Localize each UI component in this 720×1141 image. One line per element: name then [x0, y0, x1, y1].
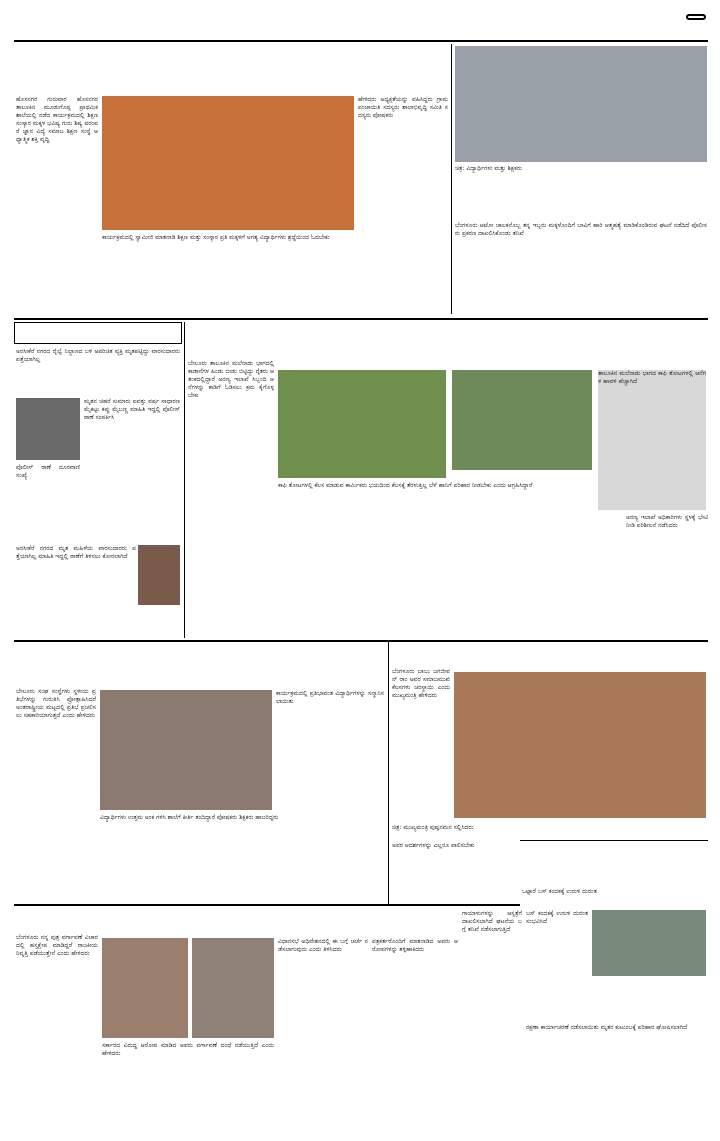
photo-elephants-1: [278, 370, 446, 478]
photo-education-stage: [102, 96, 354, 230]
story-body-elephants-2: ಕಾಫಿ ತೋಟಗಳಲ್ಲಿ ಕೆಲಸ ಮಾಡುವ ಕಾರ್ಮಿಕರು ಭಯದಿಂದ ಕೆಲಸಕ್ಕೆ ತೆರಳುತ್ತಿಲ್ಲ ಬೆಳೆ ಹಾನಿಗೆ ಪರಿಹಾರ ನೀಡಬೇಕು ಎಂದು ಆಗ್ರಹಿಸಿದ್ದಾರೆ: [278, 482, 533, 489]
photo-unknown-person: [16, 398, 80, 460]
photo-talent-award: [100, 690, 272, 810]
photo-bus-accident: [592, 910, 706, 976]
photo-siddaramaiah: [192, 938, 274, 1038]
story-body-bus-3: ಬಸ್ ಕಂದಕಕ್ಕೆ ಉರುಳಿ ದುರಂತ ಸಂಭವಿಸಿದೆ: [526, 910, 588, 925]
story-body-hdk-2: ಸರ್ಕಾರದ ವಿರುದ್ಧ ಆರೋಪ ಮಾಡಿದ ಅವರು ವರ್ಗಾವಣೆ ದಂಧೆ ನಡೆಯುತ್ತಿದೆ ಎಂದು ಹೇಳಿದರು: [102, 1042, 274, 1057]
sidebar-quote-elephants: ತಾಲೂಕಿನ ಮಲೆನಾಡು ಭಾಗದ ಕಾಫಿ ತೋಟಗಳಲ್ಲಿ ಆನೆಗಳ ಹಾವಳಿ ಹೆಚ್ಚಾಗಿದೆ: [598, 370, 706, 510]
story-body-elephants: ಬೇಲೂರು ತಾಲೂಕಿನ ಮಲೆನಾಡು ಭಾಗದಲ್ಲಿ ಕಾಡಾನೆಗಳ ಹಿಂಡು ಬೀಡು ಬಿಟ್ಟಿದ್ದು ರೈತರು ಆತಂಕದಲ್ಲಿದ್ದಾರೆ ಅರಣ್ಯ ಇಲಾಖೆ ಸಿಬ್ಬಂದಿ ಆನೆಗಳನ್ನು ಕಾಡಿಗೆ ಓಡಿಸಲು ಕ್ರಮ ಕೈಗೊಳ್ಳಬೇಕು: [188, 360, 274, 399]
story-body-education-2: ಕಾರ್ಯಕ್ರಮದಲ್ಲಿ ಸ್ವಾಮೀಜಿ ಮಾತನಾಡಿ ಶಿಕ್ಷಣ ಮತ್ತು ಸಂಸ್ಕಾರ ಪ್ರತಿ ಮಕ್ಕಳಿಗೆ ಅಗತ್ಯ ವಿದ್ಯಾರ್ಥಿಗಳು ಶ್ರದ್ಧೆಯಿಂದ ಓದಬೇಕು: [102, 234, 330, 241]
story-body-bus-2: ಗಾಯಾಳುಗಳನ್ನು ಆಸ್ಪತ್ರೆಗೆ ದಾಖಲಿಸಲಾಗಿದೆ ಘಟನೆಯ ಬಗ್ಗೆ ತನಿಖೆ ನಡೆಸಲಾಗುತ್ತಿದೆ: [462, 910, 522, 933]
story-body-unknown-death: ಅರಸೀಕೆರೆ ನಗರದ ರೈಲ್ವೆ ನಿಲ್ದಾಣದ ಬಳಿ ಅಪರಿಚಿತ ವ್ಯಕ್ತಿ ಮೃತಪಟ್ಟಿದ್ದು ವಾರಸುದಾರರು ಪತ್ತೆಯಾಗಿಲ್ಲ: [16, 348, 180, 363]
story-body-talent-2: ಕಾರ್ಯಕ್ರಮದಲ್ಲಿ ಪ್ರತಿಭಾವಂತ ವಿದ್ಯಾರ್ಥಿಗಳನ್ನು ಸನ್ಮಾನಿಸಲಾಯಿತು: [276, 690, 384, 705]
photo-cm-tribute: [454, 672, 706, 818]
photo-elephants-2: [452, 370, 592, 470]
photo-caption-jagjivan: ಚಿತ್ರ: ಮುಖ್ಯಮಂತ್ರಿ ಪುಷ್ಪನಮನ ಸಲ್ಲಿಸಿದರು: [392, 824, 474, 831]
story-body-education: ಹೊಸನಗರ ಗುರುವಾರ ಹೊಸನಗರ ತಾಲೂಕಿನ ಮೂಡುಗೊಪ್ಪ ಪ್ರಾಥಮಿಕ ಶಾಲೆಯಲ್ಲಿ ನಡೆದ ಕಾರ್ಯಕ್ರಮದಲ್ಲಿ ಶಿಕ್ಷಣ ಸಂಸ್ಕಾರ ಮಕ್ಕಳ ಭವಿಷ್ಯ ಗುರು ಶಿಷ್ಯ ಪರಂಪರೆ ಜ್ಞಾನ ವಿದ್ಯೆ ಸಮಾಜ ಶಿಕ್ಷಣ ಸಂಸ್ಥೆ ಆಧ್ಯಾತ್ಮಿಕ ಶಕ್ತಿ ವೃದ್ಧಿ: [16, 96, 98, 143]
header-rule: [14, 40, 708, 42]
story-body-talent-3: ವಿದ್ಯಾರ್ಥಿಗಳು ಉತ್ತಮ ಅಂಕ ಗಳಿಸಿ ಶಾಲೆಗೆ ಕೀರ್ತಿ ತಂದಿದ್ದಾರೆ ಪೋಷಕರು ಶಿಕ್ಷಕರು ಹಾಜರಿದ್ದರು: [100, 814, 279, 821]
photo-missing-woman: [138, 545, 180, 605]
story-body-hdk-3: ವಿಧಾನಸಭೆ ಅಧಿವೇಶನದಲ್ಲಿ ಈ ಬಗ್ಗೆ ಚರ್ಚೆ ನಡೆಸಲಾಗುವುದು ಎಂದು ತಿಳಿಸಿದರು: [278, 938, 368, 953]
photo-kumaraswamy: [102, 938, 188, 1038]
story-body-bus: ಒಟ್ಟಾರೆ ಬಸ್ ಕಂದಕಕ್ಕೆ ಉರುಳಿ ದುರಂತ: [522, 888, 597, 895]
story-body-jagjivan-2: ಅವರ ಆದರ್ಶಗಳನ್ನು ಎಲ್ಲರೂ ಪಾಲಿಸಬೇಕು: [392, 842, 475, 849]
story-body-education-3: ಹೇಳಿದರು ಅಧ್ಯಕ್ಷತೆಯನ್ನು ವಹಿಸಿದ್ದರು ಗ್ರಾಮ ಪಂಚಾಯಿತಿ ಸದಸ್ಯರು ಶಾಲಾಭಿವೃದ್ಧಿ ಸಮಿತಿ ಸದಸ್ಯರು ಪೋಷಕರು: [358, 96, 448, 119]
story-body-elephants-3: ಅರಣ್ಯ ಇಲಾಖೆ ಅಧಿಕಾರಿಗಳು ಸ್ಥಳಕ್ಕೆ ಭೇಟಿ ನೀಡಿ ಪರಿಶೀಲನೆ ನಡೆಸಿದರು: [626, 514, 708, 529]
story-body-bus-4: ರಕ್ಷಣಾ ಕಾರ್ಯಾಚರಣೆ ನಡೆಸಲಾಯಿತು ಮೃತರ ಕುಟುಂಬಕ್ಕೆ ಪರಿಹಾರ ಘೋಷಿಸಲಾಗಿದೆ: [526, 1024, 688, 1031]
story-body-unknown-death-2: ಮೃತನ ಚಹರೆ ಸುಮಾರು ಐವತ್ತು ವರ್ಷ ಸಾಧಾರಣ ಮೈಕಟ್ಟು ಕಪ್ಪು ಮೈಬಣ್ಣ ಮಾಹಿತಿ ಇದ್ದಲ್ಲಿ ಪೊಲೀಸ್ ಠಾಣೆ ಸಂಪರ್ಕಿಸಿ: [84, 398, 180, 421]
page-number: [686, 14, 706, 20]
photo-caption-school: ಚಿತ್ರ: ವಿದ್ಯಾರ್ಥಿಗಳು ಮತ್ತು ಶಿಕ್ಷಕರು: [455, 165, 522, 172]
headline-box-unknown-death: [14, 322, 182, 344]
story-body-hdk: ಬೆಂಗಳೂರು ನನ್ನ ಪುತ್ರ ವರ್ಗಾವಣೆ ವಿಚಾರದಲ್ಲಿ ಹಸ್ತಕ್ಷೇಪ ಮಾಡಿದ್ದರೆ ರಾಜಕೀಯ ನಿವೃತ್ತಿ ಪಡೆಯುತ್ತೇನೆ ಎಂದು ಹೇಳಿದರು: [16, 934, 98, 957]
photo-school-group: [455, 46, 707, 162]
story-body-hdk-4: ಪತ್ರಕರ್ತರೊಂದಿಗೆ ಮಾತನಾಡಿದ ಅವರು ಆರೋಪಗಳನ್ನು ತಳ್ಳಿಹಾಕಿದರು: [372, 938, 458, 953]
story-body-woman: ಅರಸೀಕೆರೆ ನಗರದ ಮೃತ ಮಹಿಳೆಯ ವಾರಸುದಾರರು ಪತ್ತೆಯಾಗಿಲ್ಲ ಮಾಹಿತಿ ಇದ್ದಲ್ಲಿ ಠಾಣೆಗೆ ತಿಳಿಸಲು ಕೋರಲಾಗಿದೆ: [16, 545, 136, 560]
story-body-talent: ಬೇಲೂರು ಸಂಘ ಸಂಸ್ಥೆಗಳು ಸ್ಥಳೀಯ ಪ್ರತಿಭೆಗಳನ್ನು ಗುರುತಿಸಿ ಪ್ರೋತ್ಸಾಹಿಸಿದರೆ ಅಂತರಾಷ್ಟ್ರೀಯ ಮಟ್ಟದಲ್ಲಿ ಪ್ರತಿಭೆ ಪ್ರಚಲಿಸಲು ಸಹಕಾರಿಯಾಗುತ್ತದೆ ಎಂದು ಹೇಳಿದರು: [16, 688, 96, 719]
story-body-jagjivan: ಬೆಂಗಳೂರು ಬಾಬು ಜಗಜೀವನ್ ರಾಂ ಅವರ ಸಮಾಜಮುಖಿ ಕೆಲಸಗಳು ಚಿರಸ್ಥಾಯಿ ಎಂದು ಮುಖ್ಯಮಂತ್ರಿ ಹೇಳಿದರು: [392, 668, 450, 699]
story-body-unknown-death-3: ಪೊಲೀಸ್ ಠಾಣೆ ದೂರವಾಣಿ ಸಂಖ್ಯೆ: [16, 464, 80, 479]
story-body-auto-driver: ಬೆಂಗಳೂರು ಆಟೋ ಚಾಲಕನೊಬ್ಬ ತನ್ನ ಇಬ್ಬರು ಮಕ್ಕಳೊಂದಿಗೆ ಬಾವಿಗೆ ಹಾರಿ ಆತ್ಮಹತ್ಯೆ ಮಾಡಿಕೊಂಡಿರುವ ಘಟನೆ ನಡೆದಿದೆ ಪೊಲೀಸರು ಪ್ರಕರಣ ದಾಖಲಿಸಿಕೊಂಡು ತನಿಖೆ: [455, 222, 707, 237]
